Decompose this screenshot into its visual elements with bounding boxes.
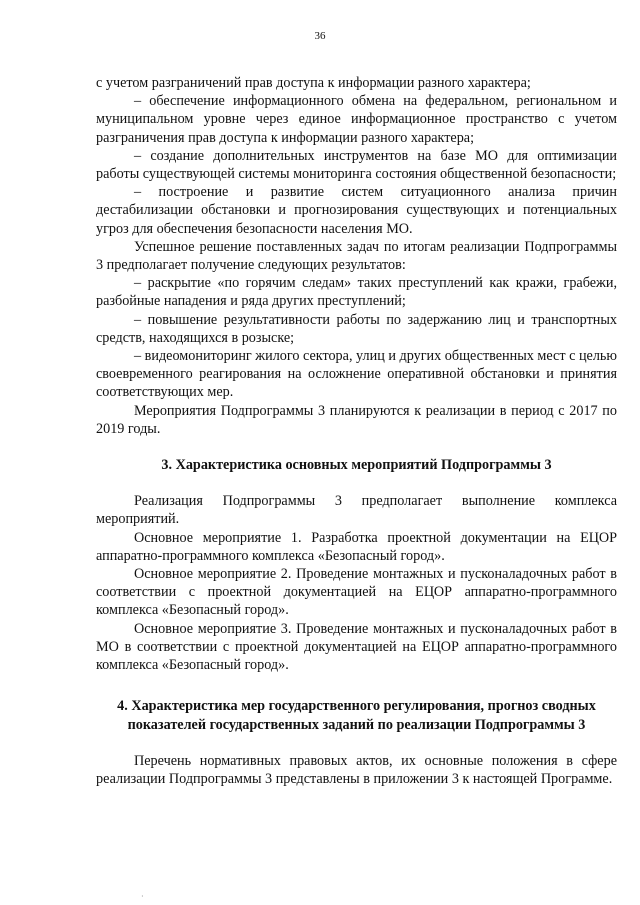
spacer	[96, 674, 617, 697]
paragraph: – обеспечение информационного обмена на федеральном, региональном и муниципальном уровне через единое информационное пространство с учетом разграничения прав доступа к информации разного характера;	[96, 93, 617, 146]
paragraph: – раскрытие «по горячим следам» таких преступлений как кражи, грабежи, разбойные нападения и ряда других преступлений;	[96, 275, 617, 310]
paragraph: – построение и развитие систем ситуационного анализа причин дестабилизации обстановки и прогнозирования существующих и потенциальных угроз для обеспечения безопасности населения МО.	[96, 184, 617, 237]
spacer	[96, 474, 617, 492]
paragraph: – повышение результативности работы по задержанию лиц и транспортных средств, находящихся в розыске;	[96, 311, 617, 346]
paragraph: – создание дополнительных инструментов на базе МО для оптимизации работы существующей системы мониторинга состояния общественной безопасности;	[96, 147, 617, 183]
paragraph: – видеомониторинг жилого сектора, улиц и других общественных мест с целью своевременного реагирования на осложнение оперативной обстановки и принятия соответствующих мер.	[96, 348, 617, 401]
section-heading: 3. Характеристика основных мероприятий Подпрограммы 3	[161, 457, 552, 474]
paragraph: Основное мероприятие 1. Разработка проектной документации на ЕЦОР аппаратно-программного комплекса «Безопасный город».	[96, 529, 617, 564]
paragraph: Мероприятия Подпрограммы 3 планируются к реализации в период с 2017 по 2019 годы.	[96, 402, 617, 437]
document-body	[96, 74, 617, 788]
paragraph: Перечень нормативных правовых актов, их основные положения в сфере реализации Подпрограммы 3 представлены в приложении 3 к настоящей Программе.	[96, 752, 617, 787]
section-heading: 4. Характеристика мер государственного регулирования, прогноз сводных показателей государственных заданий по реализации Подпрограммы 3	[117, 698, 596, 733]
paragraph: Реализация Подпрограммы 3 предполагает выполнение комплекса мероприятий.	[96, 493, 617, 528]
paragraph: с учетом разграничений прав доступа к информации разного характера;	[96, 75, 531, 91]
scan-mark: ·	[141, 892, 144, 901]
page-number: 36	[314, 30, 326, 42]
spacer	[96, 734, 617, 752]
paragraph: Основное мероприятие 2. Проведение монтажных и пусконаладочных работ в соответствии с проектной документацией на ЕЦОР аппаратно-программного комплекса «Безопасный город».	[96, 566, 617, 619]
paragraph: Основное мероприятие 3. Проведение монтажных и пусконаладочных работ в МО в соответствии с проектной документацией на ЕЦОР аппаратно-программного комплекса «Безопасный город».	[96, 620, 617, 674]
spacer	[96, 438, 617, 456]
paragraph: Успешное решение поставленных задач по итогам реализации Подпрограммы 3 предполагает получение следующих результатов:	[96, 238, 617, 274]
